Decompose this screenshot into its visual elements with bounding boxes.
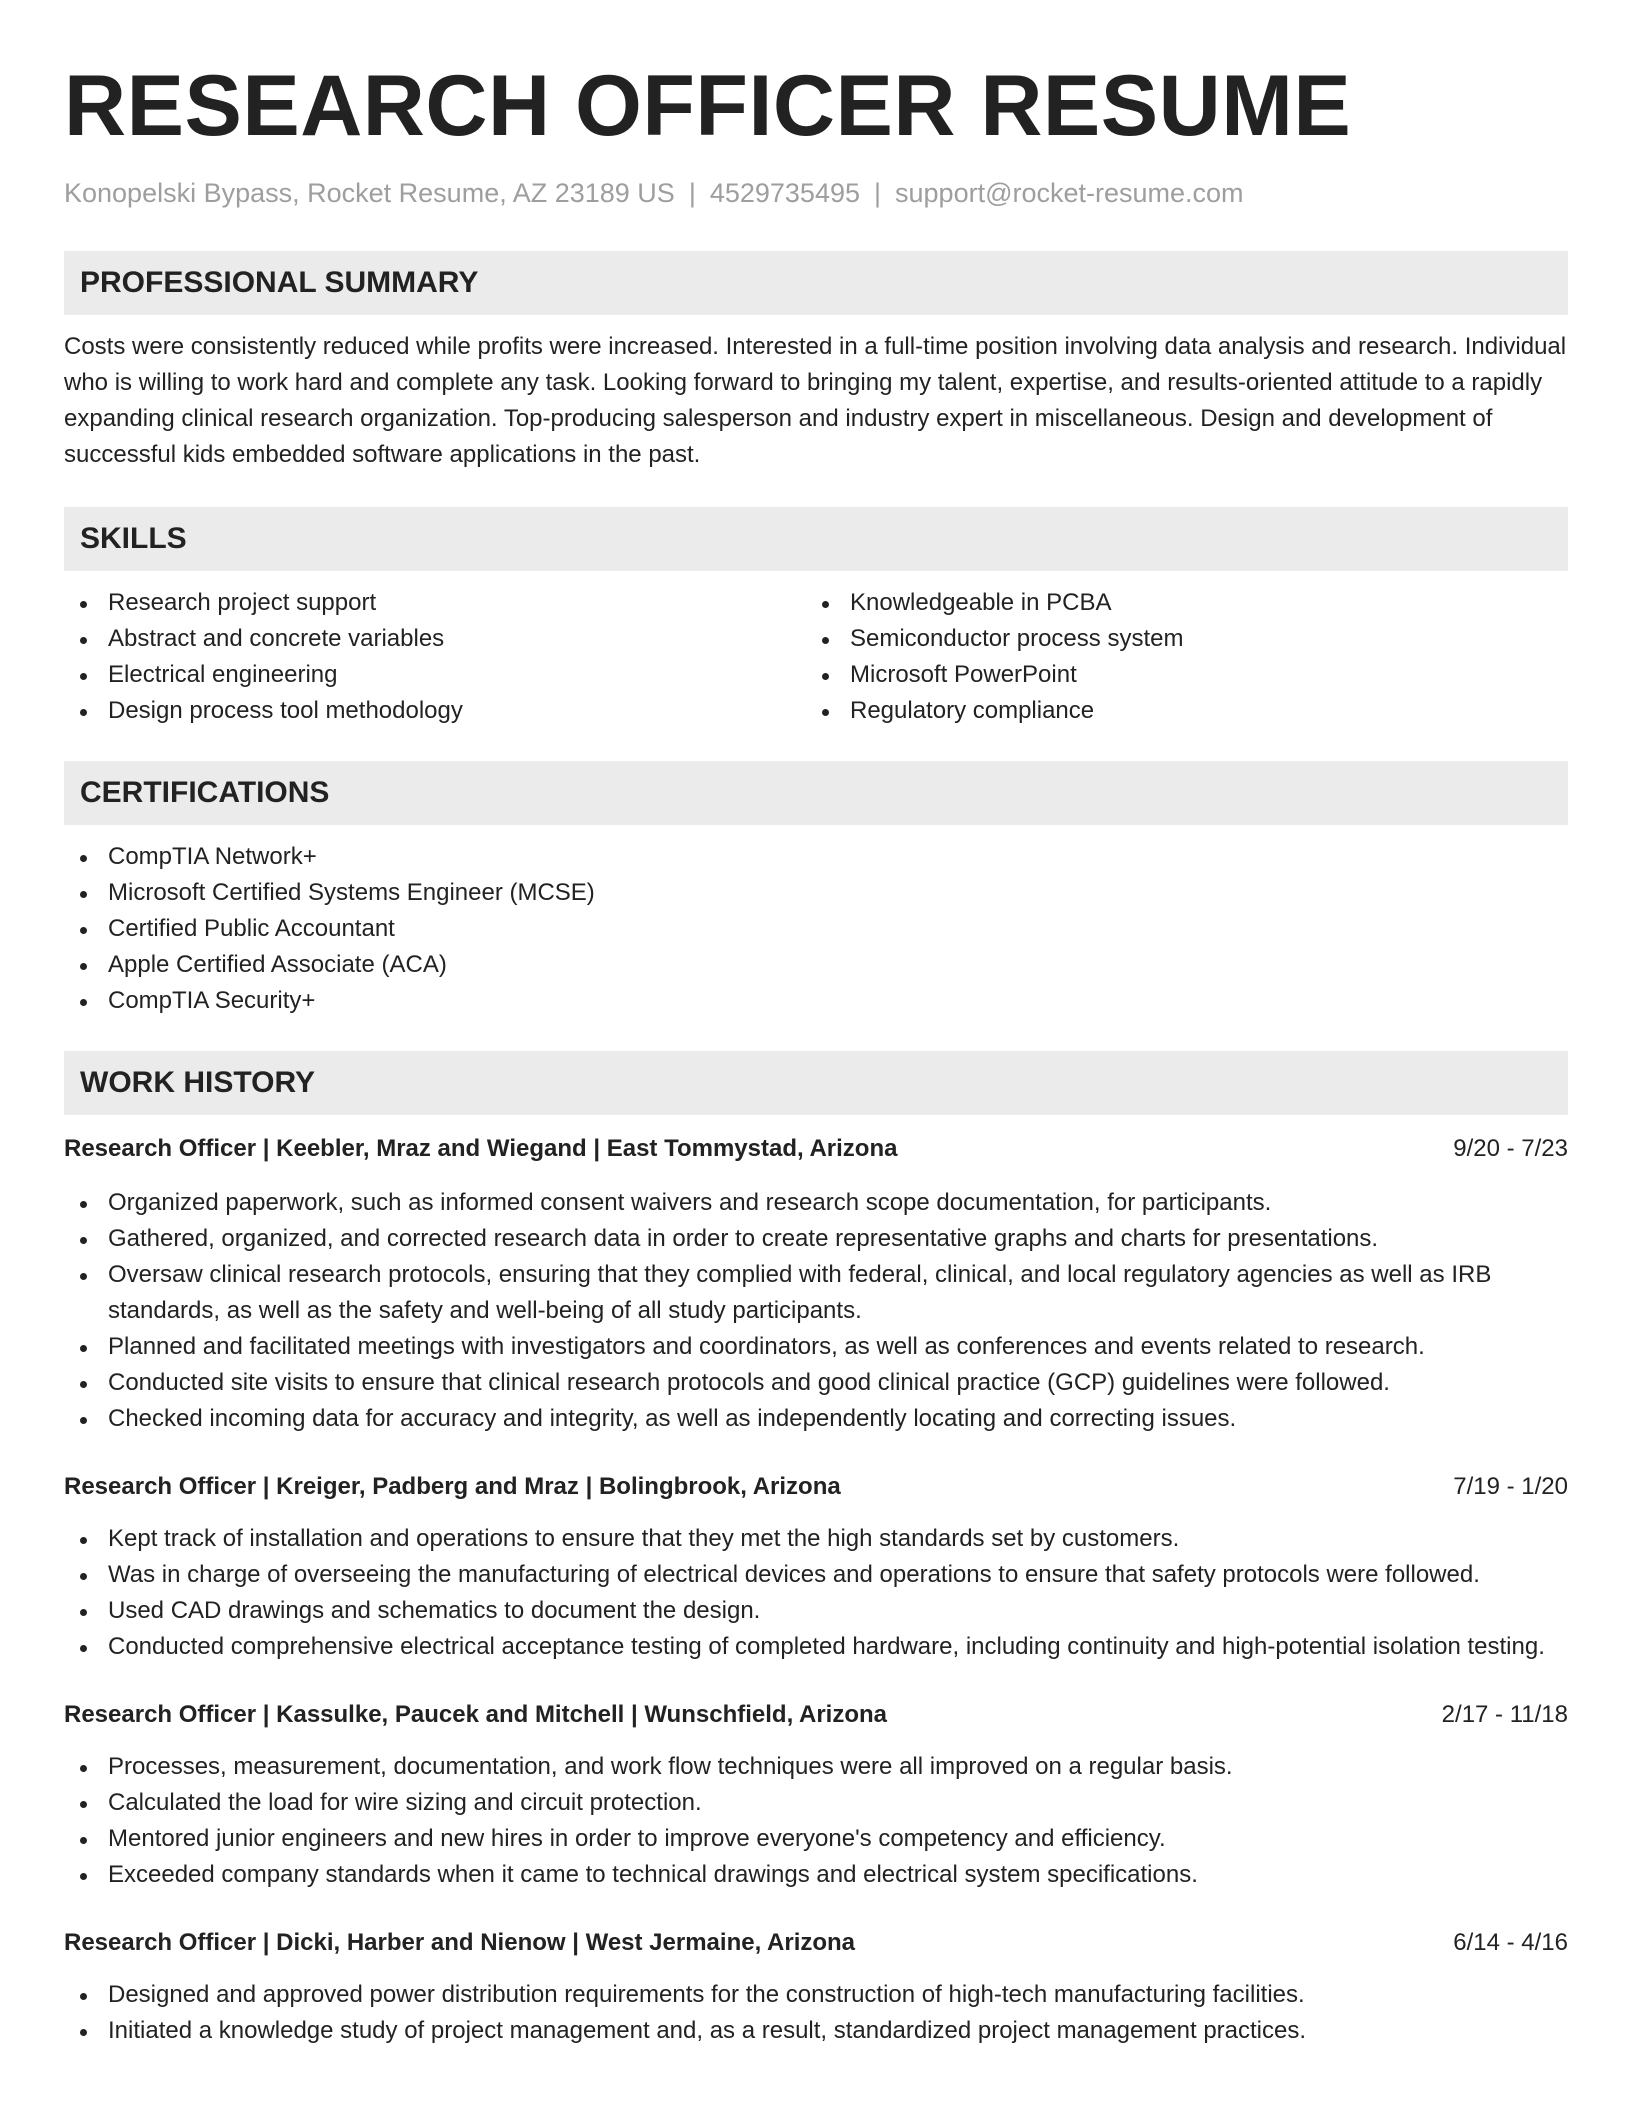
contact-email: support@rocket-resume.com <box>895 178 1244 208</box>
job-bullet: Conducted comprehensive electrical acceptance testing of completed hardware, including continuity and high-potential isolation testing. <box>64 1629 1568 1665</box>
contact-phone: 4529735495 <box>709 178 860 208</box>
job-bullets <box>64 1185 1568 1437</box>
skills-list-right <box>806 585 1548 729</box>
skill-item: Regulatory compliance <box>806 693 1548 729</box>
job-entry <box>64 1469 1568 1665</box>
work-history-section <box>64 1051 1568 2049</box>
job-bullet: Kept track of installation and operations to ensure that they met the high standards set by customers. <box>64 1521 1568 1557</box>
skills-grid <box>64 585 1568 729</box>
job-header <box>64 1469 1568 1505</box>
job-entry <box>64 1925 1568 2049</box>
job-bullet: Conducted site visits to ensure that clinical research protocols and good clinical practice (GCP) guidelines were followed. <box>64 1365 1568 1401</box>
job-bullet: Processes, measurement, documentation, and work flow techniques were all improved on a regular basis. <box>64 1749 1568 1785</box>
job-dates: 9/20 - 7/23 <box>1453 1135 1568 1162</box>
job-title: Research Officer | Kreiger, Padberg and Mraz | Bolingbrook, Arizona <box>64 1473 841 1500</box>
job-bullet: Oversaw clinical research protocols, ensuring that they complied with federal, clinical, and local regulatory agencies as well as IRB standards, as well as the safety and well-being of all study participants. <box>64 1257 1568 1329</box>
job-bullet: Was in charge of overseeing the manufacturing of electrical devices and operations to ensure that safety protocols were followed. <box>64 1557 1568 1593</box>
job-bullet: Mentored junior engineers and new hires in order to improve everyone's competency and efficiency. <box>64 1821 1568 1857</box>
job-dates: 6/14 - 4/16 <box>1453 1929 1568 1956</box>
job-bullets <box>64 1749 1568 1893</box>
job-title: Research Officer | Kassulke, Paucek and Mitchell | Wunschfield, Arizona <box>64 1701 888 1728</box>
certifications-section <box>64 761 1568 1019</box>
certification-item: Apple Certified Associate (ACA) <box>64 947 1568 983</box>
job-dates: 2/17 - 11/18 <box>1441 1701 1568 1728</box>
skill-item: Knowledgeable in PCBA <box>806 585 1548 621</box>
job-bullet: Initiated a knowledge study of project management and, as a result, standardized project management practices. <box>64 2013 1568 2049</box>
skill-item: Electrical engineering <box>64 657 806 693</box>
contact-line <box>64 176 1568 210</box>
job-bullet: Checked incoming data for accuracy and integrity, as well as independently locating and correcting issues. <box>64 1401 1568 1437</box>
certifications-heading: CERTIFICATIONS <box>64 761 1568 825</box>
job-header <box>64 1925 1568 1961</box>
skill-item: Design process tool methodology <box>64 693 806 729</box>
contact-separator: | <box>874 178 882 208</box>
contact-separator: | <box>688 178 696 208</box>
job-bullet: Organized paperwork, such as informed consent waivers and research scope documentation, for participants. <box>64 1185 1568 1221</box>
work-history-heading: WORK HISTORY <box>64 1051 1568 1115</box>
job-header <box>64 1697 1568 1733</box>
page-title: RESEARCH OFFICER RESUME <box>64 58 1352 154</box>
job-dates: 7/19 - 1/20 <box>1453 1473 1568 1500</box>
certifications-list <box>64 839 1568 1019</box>
certification-item: Certified Public Accountant <box>64 911 1568 947</box>
job-bullet: Designed and approved power distribution requirements for the construction of high-tech manufacturing facilities. <box>64 1977 1568 2013</box>
skills-heading: SKILLS <box>64 507 1568 571</box>
contact-address: Konopelski Bypass, Rocket Resume, AZ 23189 US <box>64 178 675 208</box>
summary-heading: PROFESSIONAL SUMMARY <box>64 251 1568 315</box>
skill-item: Semiconductor process system <box>806 621 1548 657</box>
job-bullet: Calculated the load for wire sizing and circuit protection. <box>64 1785 1568 1821</box>
job-header <box>64 1131 1568 1167</box>
certification-item: CompTIA Security+ <box>64 983 1568 1019</box>
skills-list-left <box>64 585 806 729</box>
skill-item: Microsoft PowerPoint <box>806 657 1548 693</box>
skill-item: Abstract and concrete variables <box>64 621 806 657</box>
job-bullet: Gathered, organized, and corrected research data in order to create representative graphs and charts for presentations. <box>64 1221 1568 1257</box>
job-entry <box>64 1131 1568 1437</box>
job-title: Research Officer | Dicki, Harber and Nienow | West Jermaine, Arizona <box>64 1929 856 1956</box>
job-bullets <box>64 1521 1568 1665</box>
job-bullet: Exceeded company standards when it came to technical drawings and electrical system specifications. <box>64 1857 1568 1893</box>
summary-text: Costs were consistently reduced while profits were increased. Interested in a full-time position involving data analysis and research. Individual who is willing to work hard and complete any task. Looking forward to bringing my talent, expertise, and results-oriented attitude to a rapidly expanding clinical research organization. Top-producing salesperson and industry expert in miscellaneous. Design and development of successful kids embedded software applications in the past. <box>64 333 1567 468</box>
certification-item: Microsoft Certified Systems Engineer (MCSE) <box>64 875 1568 911</box>
skills-section <box>64 507 1568 729</box>
job-bullet: Planned and facilitated meetings with investigators and coordinators, as well as conferences and events related to research. <box>64 1329 1568 1365</box>
job-entry <box>64 1697 1568 1893</box>
certification-item: CompTIA Network+ <box>64 839 1568 875</box>
job-bullet: Used CAD drawings and schematics to document the design. <box>64 1593 1568 1629</box>
resume-page <box>64 56 1568 2049</box>
job-bullets <box>64 1977 1568 2049</box>
job-title: Research Officer | Keebler, Mraz and Wiegand | East Tommystad, Arizona <box>64 1135 898 1162</box>
summary-section <box>64 251 1568 473</box>
skill-item: Research project support <box>64 585 806 621</box>
